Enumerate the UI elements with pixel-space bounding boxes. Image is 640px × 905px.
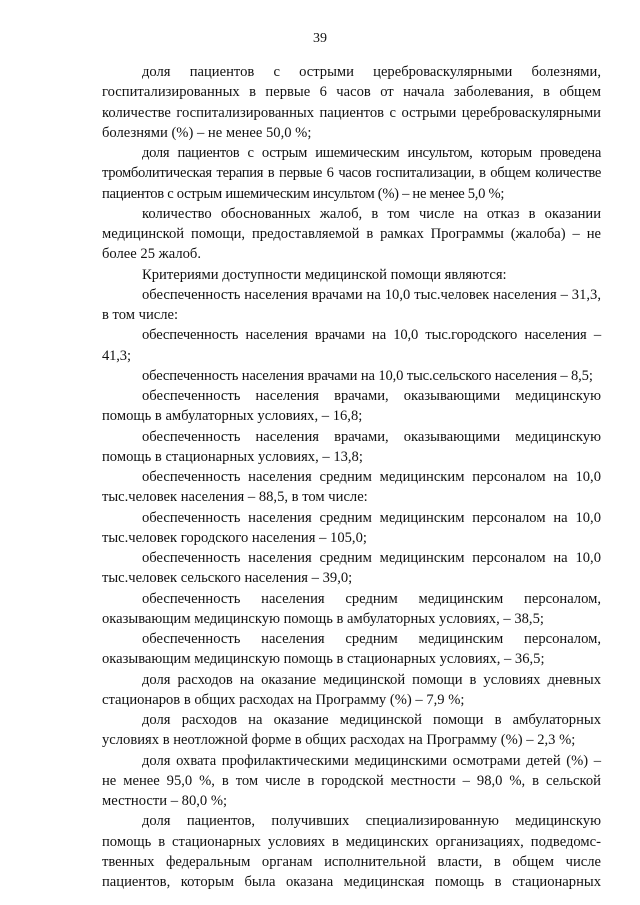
paragraph: обеспеченность населения средним медицинским персоналом на 10,0 тыс.человек городского населения – 105,0; [102, 509, 601, 546]
paragraph: доля пациентов с острыми цереброваскулярными болезнями, госпитализированных в первые 6 часов от начала заболевания, в общем количестве госпитализированных пациентов с острыми цереброваскулярными болезнями (%) – не менее 50,0 %; [102, 64, 601, 141]
paragraph: доля охвата профилактическими медицинскими осмотрами детей (%) – не менее 95,0 %, в том числе в городской местности – 98,0 %, в сельской местности – 80,0 %; [102, 752, 601, 809]
paragraph: доля расходов на оказание медицинской помощи в амбулаторных условиях в неотложной форме в общих расходах на Программу (%) – 2,3 %; [102, 712, 601, 749]
page-number: 39 [313, 31, 327, 46]
paragraph: обеспеченность населения врачами на 10,0 тыс.человек населения – 31,3, в том числе: [102, 286, 601, 323]
paragraph: обеспеченность населения врачами на 10,0 тыс.сельского населения – 8,5; [142, 367, 593, 384]
paragraph: количество обоснованных жалоб, в том числе на отказ в оказании медицинской помощи, предоставляемой в рамках Программы (жалоба) – не более 25 жалоб. [102, 205, 601, 263]
paragraph: обеспеченность населения врачами, оказывающими медицинскую помощь в амбулаторных условиях, – 16,8; [102, 388, 601, 425]
paragraph: доля расходов на оказание медицинской помощи в условиях дневных стационаров в общих расходах на Программу (%) – 7,9 %; [102, 671, 601, 708]
paragraph: доля пациентов, получивших специализированную медицинскую помощь в стационарных условиях в медицинских организациях, подведомс-твенных федеральным органам исполнительной власти, в общем числе пациентов, которым была оказана медицинская помощь в стационарных [102, 813, 601, 890]
paragraph: обеспеченность населения средним медицинским персоналом, оказывающим медицинскую помощь в стационарных условиях, – 36,5; [102, 631, 601, 668]
paragraph: обеспеченность населения врачами, оказывающими медицинскую помощь в стационарных условиях, – 13,8; [102, 428, 601, 465]
paragraph: обеспеченность населения средним медицинским персоналом на 10,0 тыс.человек населения – 88,5, в том числе: [102, 469, 601, 506]
paragraph: Критериями доступности медицинской помощи являются: [142, 266, 507, 283]
paragraph: обеспеченность населения средним медицинским персоналом, оказывающим медицинскую помощь в амбулаторных условиях, – 38,5; [102, 590, 601, 627]
paragraph: обеспеченность населения врачами на 10,0 тыс.городского населения – 41,3; [102, 327, 601, 364]
paragraph: обеспеченность населения средним медицинским персоналом на 10,0 тыс.человек сельского населения – 39,0; [102, 550, 601, 587]
paragraph: доля пациентов с острым ишемическим инсультом, которым проведена тромболитическая терапия в первые 6 часов госпитализации, в общем количестве пациентов с острым ишемическим инсультом (%) – не менее 5,0 %; [102, 145, 601, 202]
document-body [102, 62, 601, 892]
